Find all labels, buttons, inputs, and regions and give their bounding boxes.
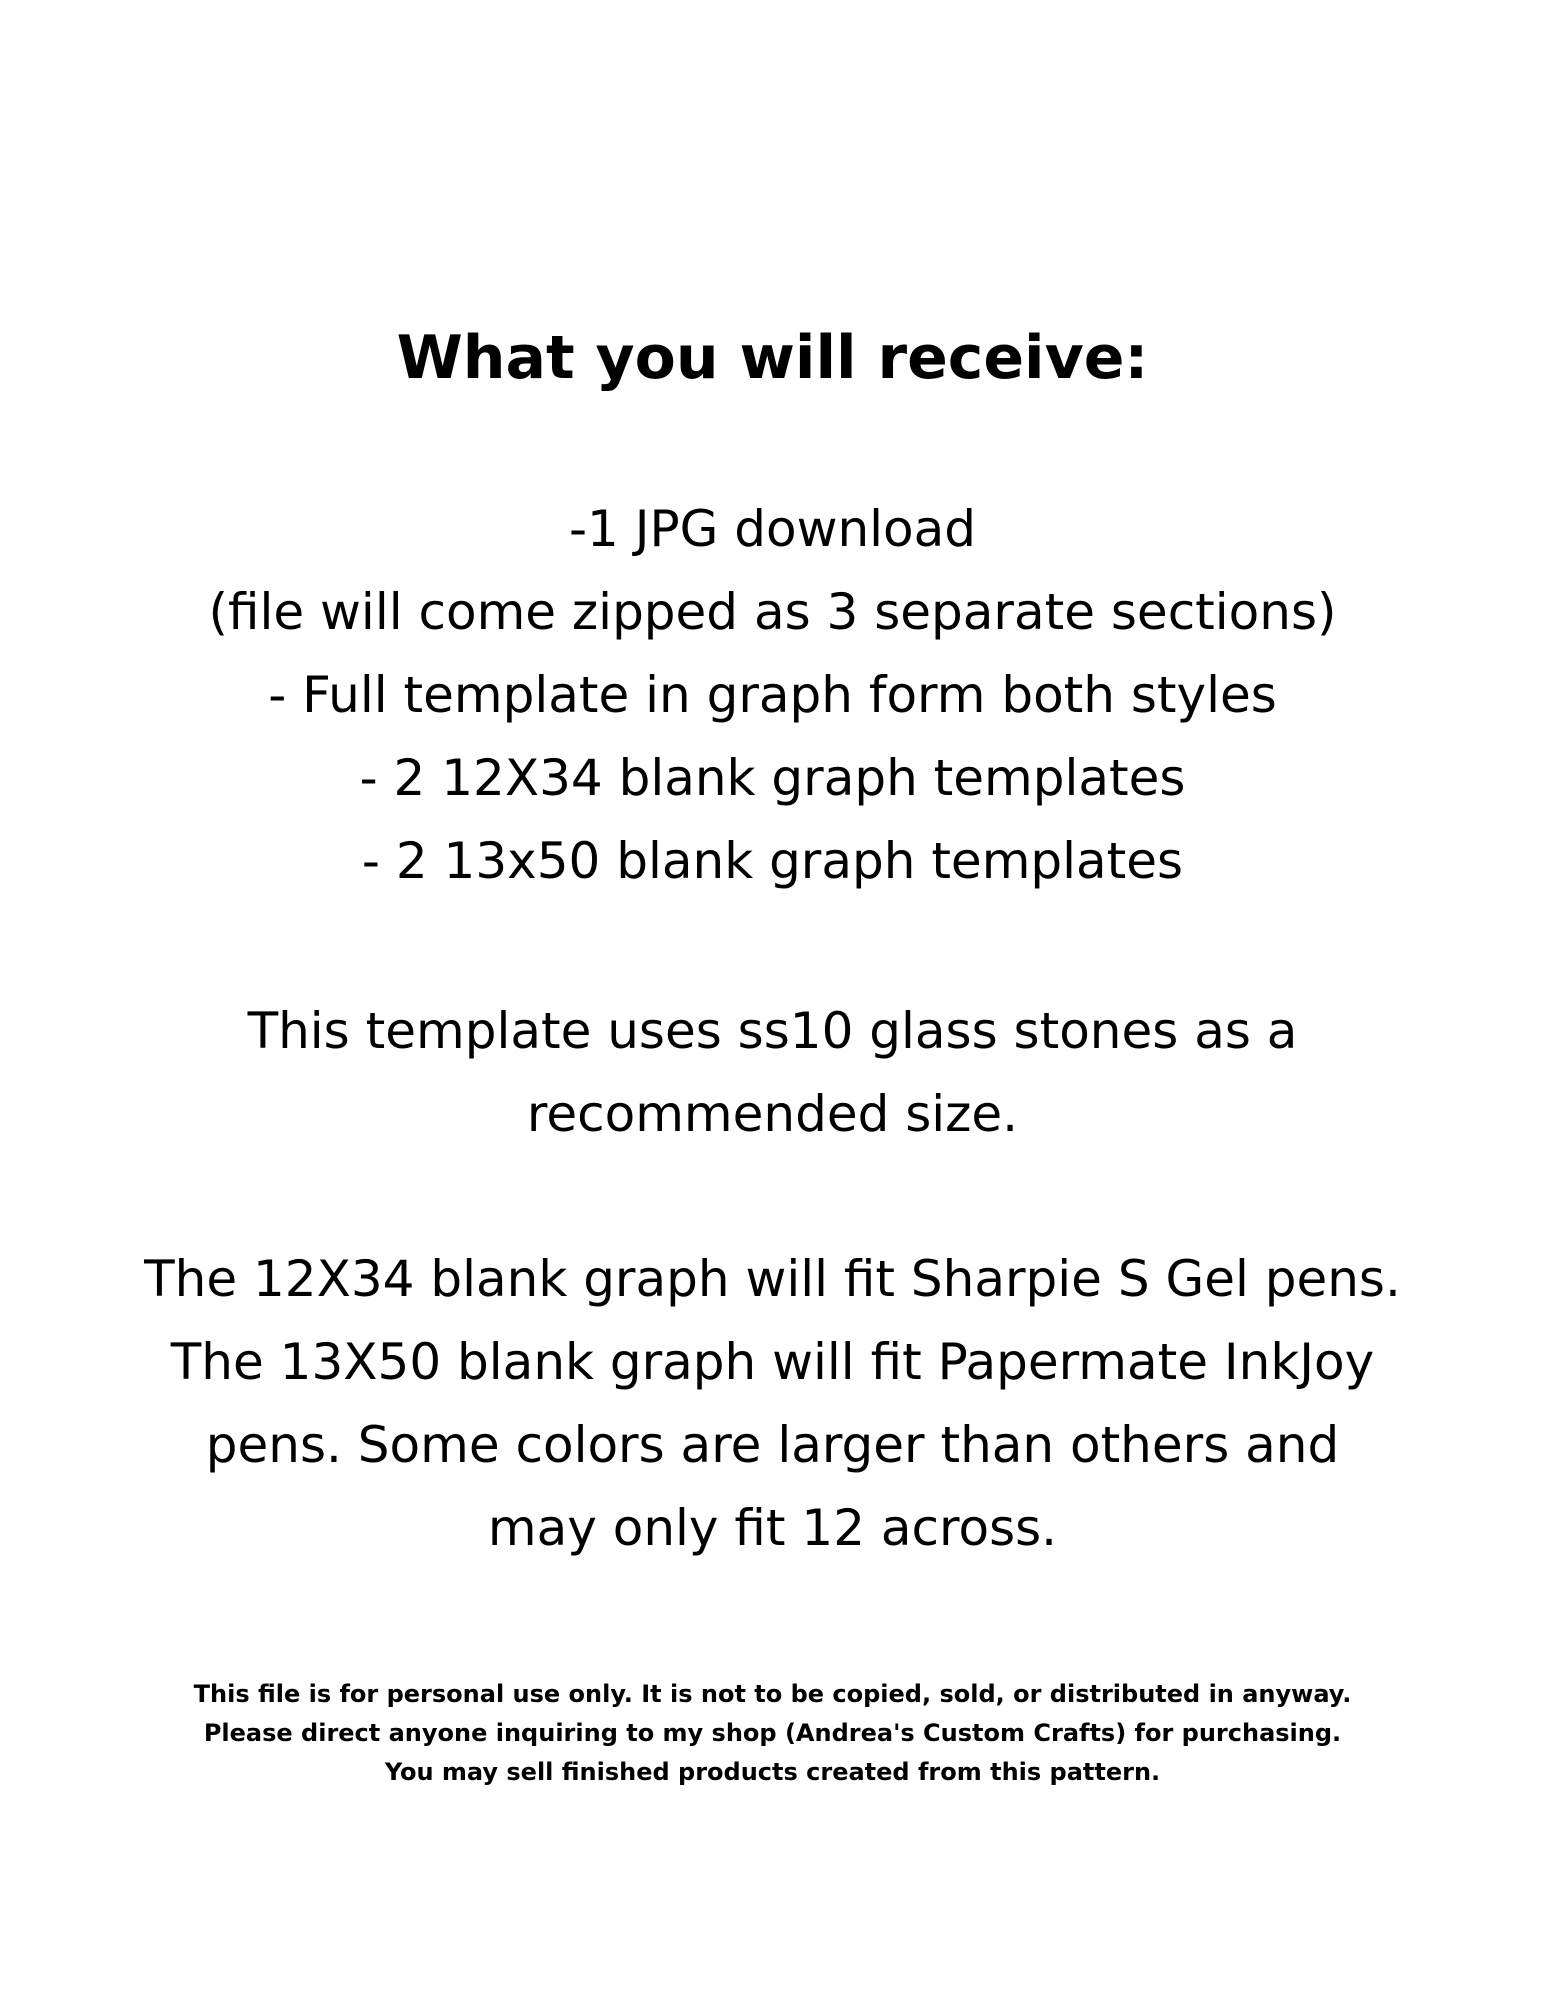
disclaimer-line: You may sell finished products created from this pattern. <box>384 1758 1161 1786</box>
list-item: - Full template in graph form both styles <box>268 666 1277 724</box>
pens-note-line: The 13X50 blank graph will fit Papermate InkJoy <box>170 1333 1375 1391</box>
disclaimer <box>0 1675 1545 1792</box>
receive-list <box>0 488 1545 903</box>
stones-note-line: recommended size. <box>526 1085 1019 1143</box>
pens-note-line: pens. Some colors are larger than others and <box>205 1416 1340 1474</box>
stones-note-line: This template uses ss10 glass stones as a <box>247 1002 1298 1060</box>
disclaimer-line: This file is for personal use only. It is not to be copied, sold, or distributed in anyway. <box>193 1680 1352 1708</box>
stones-note <box>0 990 1545 1156</box>
list-item: -1 JPG download <box>568 500 977 558</box>
disclaimer-line: Please direct anyone inquiring to my shop (Andrea's Custom Crafts) for purchasing. <box>203 1719 1342 1747</box>
pens-note-line: may only fit 12 across. <box>487 1499 1058 1557</box>
list-item: - 2 12X34 blank graph templates <box>359 749 1186 807</box>
pens-note-line: The 12X34 blank graph will fit Sharpie S Gel pens. <box>144 1250 1401 1308</box>
page-title: What you will receive: <box>396 323 1149 393</box>
list-item: (file will come zipped as 3 separate sections) <box>208 583 1337 641</box>
pens-note <box>0 1238 1545 1570</box>
list-item: - 2 13x50 blank graph templates <box>361 832 1184 890</box>
